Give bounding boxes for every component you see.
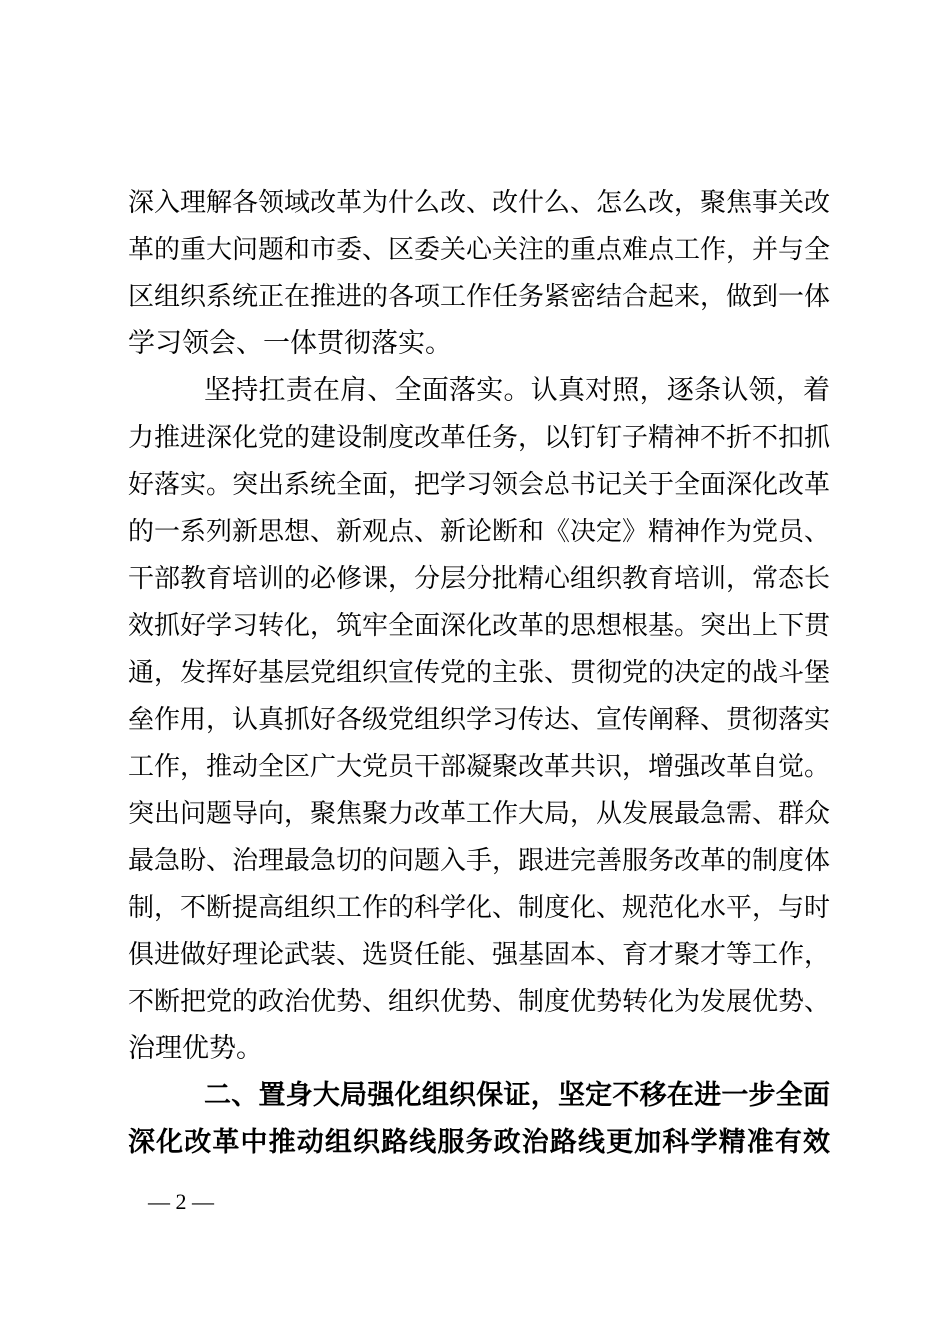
text-line: 力推进深化党的建设制度改革任务，以钉钉子精神不折不扣抓: [128, 423, 831, 453]
text-line: 好落实。突出系统全面，把学习领会总书记关于全面深化改革: [128, 470, 831, 500]
text-line: 坚持扛责在肩、全面落实。认真对照，逐条认领，着: [204, 375, 830, 406]
text-line: 治理优势。: [128, 1033, 263, 1064]
text-line: 工作，推动全区广大党员干部凝聚改革共识，增强改革自觉。: [128, 752, 831, 782]
heading-line: 深化改革中推动组织路线服务政治路线更加科学精准有效: [128, 1127, 830, 1158]
text-line: 不断把党的政治优势、组织优势、制度优势转化为发展优势、: [128, 987, 831, 1017]
text-line: 革的重大问题和市委、区委关心关注的重点难点工作，并与全: [128, 235, 831, 265]
text-line: 通，发挥好基层党组织宣传党的主张、贯彻党的决定的战斗堡: [128, 658, 831, 688]
page-number: — 2 —: [148, 1189, 214, 1214]
text-line: 的一系列新思想、新观点、新论断和《决定》精神作为党员、: [128, 517, 831, 547]
text-line: 最急盼、治理最急切的问题入手，跟进完善服务改革的制度体: [128, 846, 831, 876]
text-line: 干部教育培训的必修课，分层分批精心组织教育培训，常态长: [128, 564, 831, 594]
text-line: 学习领会、一体贯彻落实。: [128, 328, 452, 359]
text-line: 区组织系统正在推进的各项工作任务紧密结合起来，做到一体: [128, 282, 831, 312]
text-line: 垒作用，认真抓好各级党组织学习传达、宣传阐释、贯彻落实: [128, 705, 831, 735]
text-line: 深入理解各领域改革为什么改、改什么、怎么改，聚焦事关改: [128, 188, 831, 218]
text-line: 突出问题导向，聚焦聚力改革工作大局，从发展最急需、群众: [128, 799, 831, 829]
heading-line: 二、置身大局强化组织保证，坚定不移在进一步全面: [204, 1080, 830, 1111]
text-line: 制，不断提高组织工作的科学化、制度化、规范化水平，与时: [128, 893, 831, 923]
text-line: 俱进做好理论武装、选贤任能、强基固本、育才聚才等工作，: [128, 940, 831, 970]
text-line: 效抓好学习转化，筑牢全面深化改革的思想根基。突出上下贯: [128, 611, 831, 641]
